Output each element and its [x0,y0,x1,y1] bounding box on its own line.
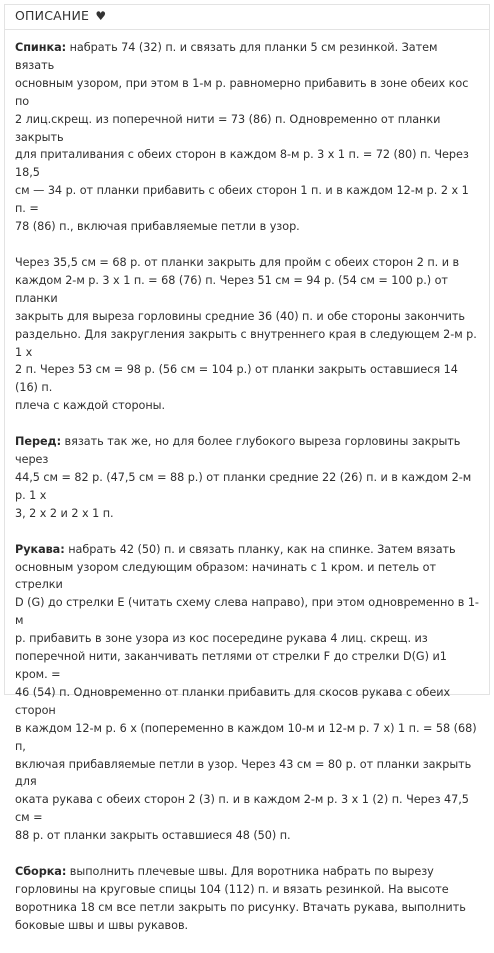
text-line: Через 35,5 см = 68 р. от планки закрыть для пройм с обеих сторон 2 п. и в [15,255,460,269]
paragraph-assembly [15,863,479,935]
paragraph-sleeves [15,541,479,845]
description-content [15,39,479,953]
paragraph-label: Рукава: [15,542,65,556]
section-header [15,8,106,23]
text-line: Спинка: набрать 74 (32) п. и связать для планки 5 см резинкой. Затем вязать [15,41,438,72]
text-line: плеча с каждой стороны. [15,399,166,413]
text-line: р. прибавить в зоне узора из кос посередине рукава 4 лиц. скрещ. из [15,632,428,646]
text-line: D (G) до стрелки E (читать схему слева направо), при этом одновременно в 1-м [15,596,479,628]
text-line: 3, 2 х 2 и 2 х 1 п. [15,506,114,520]
text-line: 44,5 см = 82 р. (47,5 см = 88 р.) от планки средние 22 (26) п. и в каждом 2-м р. 1 х [15,470,472,502]
text-line: поперечной нити, заканчивать петлями от стрелки F до стрелки D(G) и1 кром. = [15,650,447,681]
text-line: воротника 18 см все петли закрыть по рисунку. Втачать рукава, выполнить [15,900,466,914]
text-line: 46 (54) п. Одновременно от планки прибавить для скосов рукава с обеих сторон [15,685,451,717]
text-line: закрыть для выреза горловины средние 36 (40) п. и обе стороны закончить [15,309,465,323]
text-line: основным узором, при этом в 1-м р. равномерно прибавить в зоне обеих кос по [15,76,469,108]
text-line: 2 лиц.скрещ. из поперечной нити = 73 (86) п. Одновременно от планки закрыть [15,112,441,144]
paragraph-back [15,39,479,236]
header-title: ОПИСАНИЕ [15,8,90,23]
paragraph-front [15,433,479,523]
text-line: в каждом 12-м р. 6 х (попеременно в каждом 10-м и 12-м р. 7 х) 1 п. = 58 (68) п, [15,721,477,753]
text-line: 2 п. Через 53 см = 98 р. (56 см = 104 р.) от планки закрыть оставшиеся 14 (16) п. [15,363,458,395]
text-line: каждом 2-м р. 3 х 1 п. = 68 (76) п. Через 51 см = 94 р. (54 см = 100 р.) от планки [15,273,448,305]
text-line: включая прибавляемые петли в узор. Через 43 см = 80 р. от планки закрыть для [15,757,472,789]
text-line: 78 (86) п., включая прибавляемые петли в узор. [15,220,300,234]
text-line: Перед: вязать так же, но для более глубокого выреза горловины закрыть через [15,435,461,467]
text-line: горловины на круговые спицы 104 (112) п. и вязать резинкой. На высоте [15,882,449,896]
text-line: см — 34 р. от планки прибавить с обеих сторон 1 п. и в каждом 12-м р. 2 х 1 п. = [15,184,469,216]
text-line: оката рукава с обеих сторон 2 (3) п. и в каждом 2-м р. 3 х 1 (2) п. Через 47,5 см = [15,793,469,825]
text-line: боковые швы и швы рукавов. [15,918,189,932]
paragraph-label: Сборка: [15,865,67,879]
heart-icon: ♥ [95,9,107,23]
header-divider [4,29,490,30]
text-line: Рукава: набрать 42 (50) п. и связать планку, как на спинке. Затем вязать [15,542,456,556]
text-line: 88 р. от планки закрыть оставшиеся 48 (50) п. [15,829,291,843]
text-line: раздельно. Для закругления закрыть с внутреннего края в следующем 2-м р. 1 х [15,327,477,359]
paragraph-back-continued [15,254,479,415]
paragraph-label: Спинка: [15,41,67,54]
text-line: Сборка: выполнить плечевые швы. Для воротника набрать по вырезу [15,865,434,879]
text-line: основным узором следующим образом: начинать с 1 кром. и петель от стрелки [15,560,436,592]
text-line: для приталивания с обеих сторон в каждом 8-м р. 3 х 1 п. = 72 (80) п. Через 18,5 [15,148,469,180]
paragraph-label: Перед: [15,435,62,449]
